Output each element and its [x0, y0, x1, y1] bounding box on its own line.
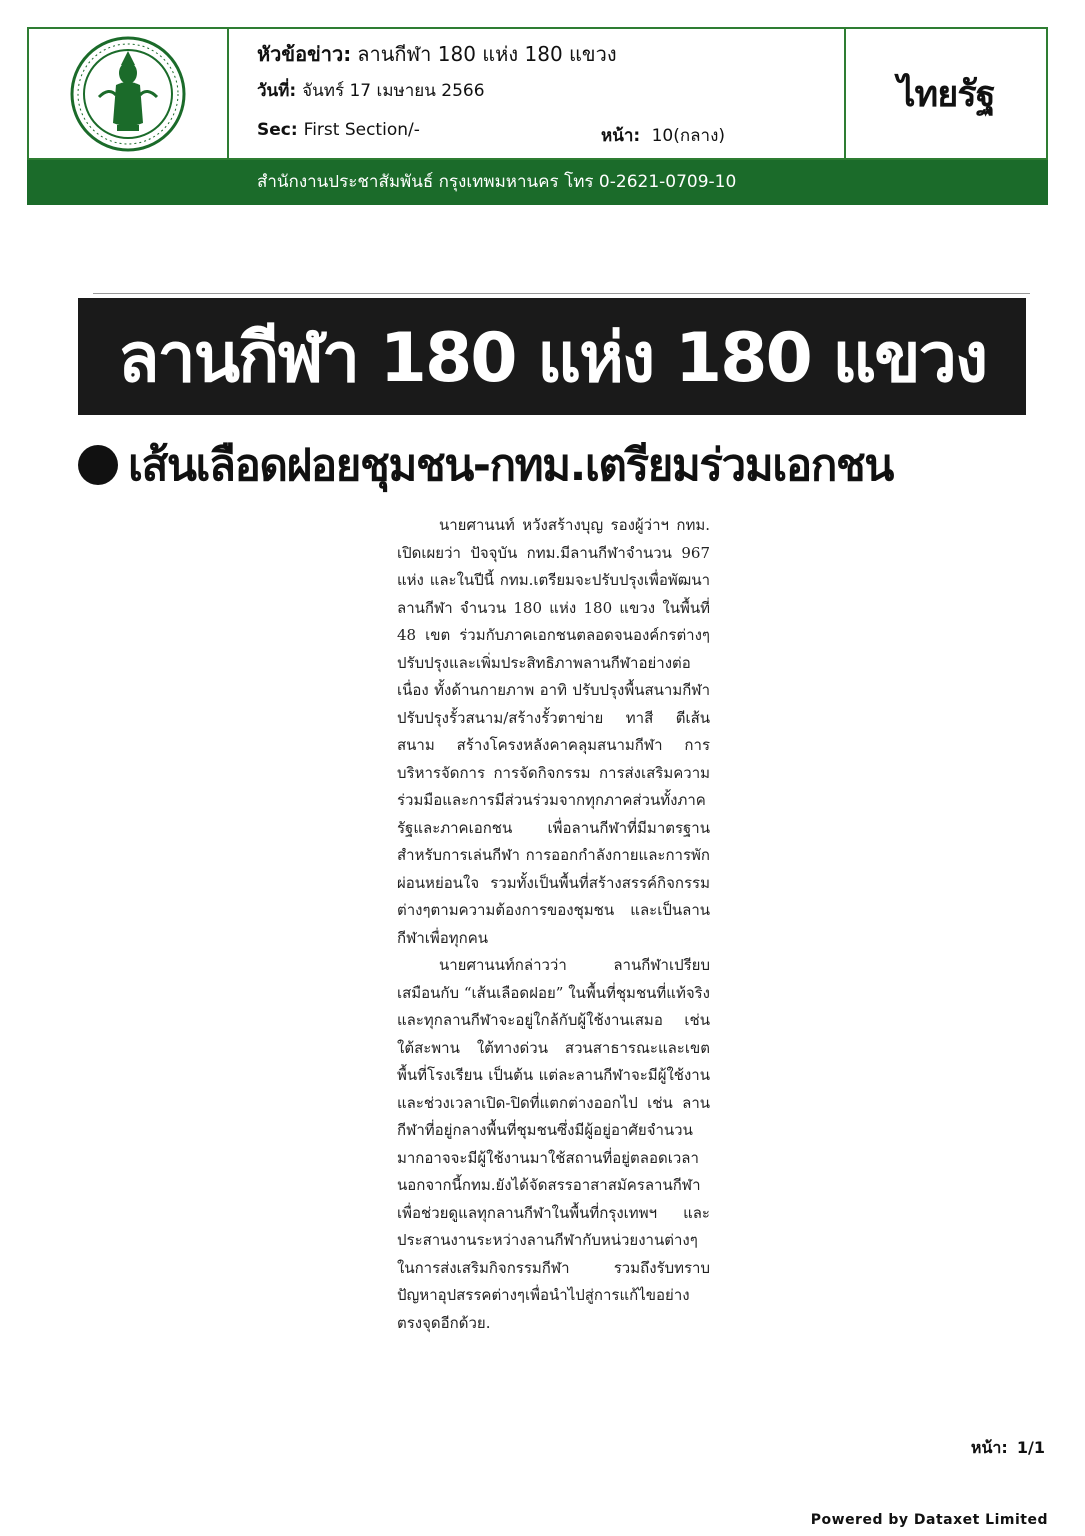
- article-subtitle-row: [78, 430, 1028, 500]
- footer-page: [971, 1436, 1045, 1461]
- article-subtitle: เส้นเลือดฝอยชุมชน-กทม.เตรียมร่วมเอกชน: [128, 440, 893, 491]
- bangkok-seal-icon: [69, 35, 187, 153]
- article-paragraph-1: นายศานนท์ หวังสร้างบุญ รองผู้ว่าฯ กทม. เปิดเผยว่า ปัจจุบัน กทม.มีลานกีฬาจำนวน 967 แห่ง และในปีนี้ กทม.เตรียมจะปรับปรุงเพื่อพัฒนาลานกีฬา จำนวน 180 แห่ง 180 แขวง ในพื้นที่ 48 เขต ร่วมกับภาคเอกชนตลอดจนองค์กรต่างๆ ปรับปรุงและเพิ่มประสิทธิภาพลานกีฬาอย่างต่อเนื่อง ทั้งด้านกายภาพ อาทิ ปรับปรุงพื้นสนามกีฬา ปรับปรุงรั้วสนาม/สร้างรั้วตาข่าย ทาสี ตีเส้นสนาม สร้างโครงหลังคาคลุมสนามกีฬา การบริหารจัดการ การจัดกิจกรรม การส่งเสริมความร่วมมือและการมีส่วนร่วมจากทุกภาคส่วนทั้งภาครัฐและภาคเอกชน เพื่อลานกีฬาที่มีมาตรฐานสำหรับการเล่นกีฬา การออกกำลังกายและการพักผ่อนหย่อนใจ รวมทั้งเป็นพื้นที่สร้างสรรค์กิจกรรมต่างๆตามความต้องการของชุมชน และเป็นลานกีฬาเพื่อทุกคน: [397, 516, 710, 947]
- clipping-header: [27, 27, 1048, 160]
- article-paragraph-2: นายศานนท์กล่าวว่า ลานกีฬาเปรียบเสมือนกับ “เส้นเลือดฝอย” ในพื้นที่ชุมชนที่แท้จริง และทุกลานกีฬาจะอยู่ใกล้กับผู้ใช้งานเสมอ เช่น ใต้สะพาน ใต้ทางด่วน สวนสาธารณะและเขตพื้นที่โรงเรียน เป็นต้น แต่ละลานกีฬาจะมีผู้ใช้งานและช่วงเวลาเปิด-ปิดที่แตกต่างออกไป เช่น ลานกีฬาที่อยู่กลางพื้นที่ชุมชนซึ่งมีผู้อยู่อาศัยจำนวนมากอาจจะมีผู้ใช้งานมาใช้สถานที่อยู่ตลอดเวลา นอกจากนี้กทม.ยังได้จัดสรรอาสาสมัครลานกีฬา เพื่อช่วยดูแลทุกลานกีฬาในพื้นที่กรุงเทพฯ และประสานงานระหว่างลานกีฬากับหน่วยงานต่างๆในการส่งเสริมกิจกรรมกีฬา รวมถึงรับทราบปัญหาอุปสรรคต่างๆเพื่อนำไปสู่การแก้ไขอย่างตรงจุดอีกด้วย.: [397, 956, 710, 1332]
- footer-page-value: 1/1: [1016, 1438, 1045, 1457]
- section-row: [257, 119, 844, 158]
- logo-cell: [29, 29, 229, 158]
- article-title: ลานกีฬา 180 แห่ง 180 แขวง: [78, 298, 1026, 415]
- footer-page-label: หน้า:: [970, 1438, 1008, 1457]
- page-label: หน้า:: [601, 126, 641, 146]
- headline-label: หัวข้อข่าว:: [257, 42, 352, 66]
- date-label: วันที่:: [257, 81, 297, 101]
- bullet-dot-icon: [78, 445, 118, 485]
- powered-by: Powered by Dataxet Limited: [810, 1512, 1048, 1528]
- page-ref: [601, 125, 725, 147]
- page-value: 10(กลาง): [651, 126, 726, 146]
- contact-bar: สำนักงานประชาสัมพันธ์ กรุงเทพมหานคร โทร 0-2621-0709-10: [27, 160, 1048, 205]
- article-body: [397, 512, 710, 1337]
- headline-row: [257, 41, 844, 80]
- headline-value: ลานกีฬา 180 แห่ง 180 แขวง: [357, 42, 617, 66]
- clipping-info: [229, 29, 846, 158]
- section-value: First Section/-: [303, 120, 420, 140]
- date-row: [257, 80, 844, 119]
- divider: [93, 293, 1030, 294]
- date-value: จันทร์ 17 เมษายน 2566: [302, 81, 485, 101]
- newspaper-name: ไทยรัฐ: [897, 74, 995, 115]
- section-label: Sec:: [257, 120, 298, 140]
